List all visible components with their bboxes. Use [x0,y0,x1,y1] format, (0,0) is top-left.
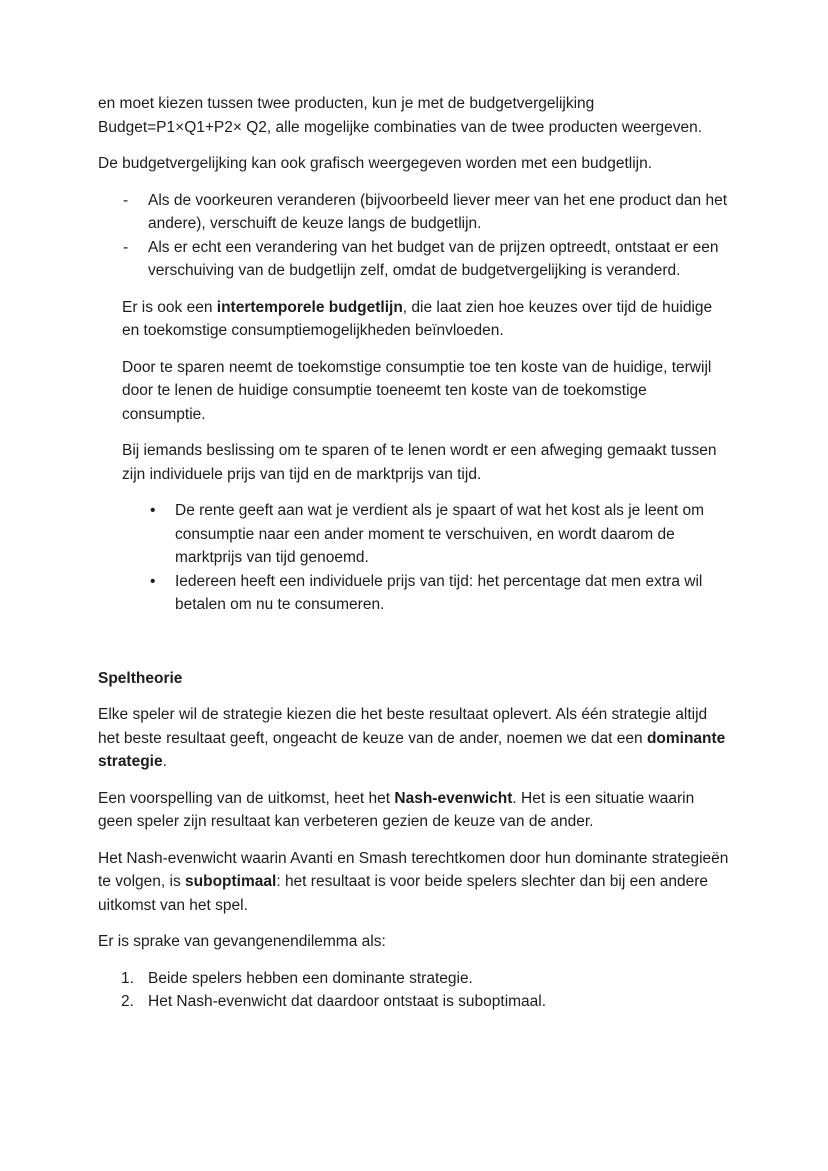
text-run: Bij iemands beslissing om te sparen of te lenen wordt er een afweging gemaakt tussen zijn individuele prijs van tijd en de marktprijs van tijd. [122,442,717,483]
paragraph-suboptimal [98,847,730,918]
text-run: : het resultaat is voor beide spelers slechter dan bij een andere uitkomst van het spel. [98,873,709,914]
dash-list [123,189,730,283]
text-run: Als er echt een verandering van het budget van de prijzen optreedt, ontstaat er een verschuiving van de budgetlijn zelf, omdat de budgetvergelijking is veranderd. [148,238,719,279]
paragraph-intertemporal-budget-line [122,296,730,343]
bold-text-run: Nash-evenwicht [394,789,513,807]
paragraph-saving-lending [122,356,730,427]
paragraph-nash-equilibrium [98,787,730,834]
text-run: Er is ook een [122,298,217,316]
paragraph-prisoners-dilemma-intro [98,930,730,954]
text-run: Het Nash-evenwicht dat daardoor ontstaat is suboptimaal. [148,993,547,1010]
list-item [150,570,730,617]
text-run: en moet kiezen tussen twee producten, kun je met de budgetvergelijking Budget=P1×Q1+P2× Q2, alle mogelijke combinaties van de twee producten weergeven. [98,95,703,136]
text-run: , die laat zien hoe keuzes over tijd de huidige en toekomstige consumptiemogelijkheden beïnvloeden. [122,298,713,339]
paragraph-time-price-tradeoff [122,439,730,486]
list-item [121,967,730,991]
text-run: Als de voorkeuren veranderen (bijvoorbeeld liever meer van het ene product dan het andere), verschuift de keuze langs de budgetlijn. [148,191,728,232]
bullet-marker: • [150,502,156,519]
paragraph-budget-line-graph [98,152,730,176]
dash-marker: - [123,191,129,209]
text-run: Door te sparen neemt de toekomstige consumptie toe ten koste van de huidige, terwijl door te lenen de huidige consumptie toeneemt ten koste van de toekomstige consumptie. [122,358,712,423]
paragraph-dominant-strategy [98,703,730,774]
text-run: De budgetvergelijking kan ook grafisch weergegeven worden met een budgetlijn. [98,155,653,172]
bullet-marker: • [150,572,156,590]
text-run: Iedereen heeft een individuele prijs van tijd: het percentage dat men extra wil betalen om nu te consumeren. [175,572,703,613]
bold-text-run: suboptimaal [185,873,277,890]
list-item [121,990,730,1014]
list-item [123,236,730,283]
list-item [123,189,730,236]
bold-text-run: intertemporele budgetlijn [216,298,403,316]
text-run: Het Nash-evenwicht waarin Avanti en Smash terechtkomen door hun dominante strategieën te volgen, is [98,849,729,890]
bullet-list [150,499,730,617]
list-number: 2. [121,993,134,1010]
dash-marker: - [123,238,129,256]
text-run: . Het is een situatie waarin geen speler zijn resultaat kan verbeteren gezien de keuze van de ander. [98,789,695,830]
bold-text-run: dominante strategie [98,729,726,770]
heading-speltheorie: Speltheorie [98,669,183,687]
list-number: 1. [121,969,134,987]
text-run: Een voorspelling van de uitkomst, heet het [98,789,395,807]
numbered-list [121,967,730,1014]
text-run: Elke speler wil de strategie kiezen die het beste resultaat oplevert. Als één strategie altijd het beste resultaat geeft, ongeacht de keuze van de ander, noemen we dat een [98,706,708,747]
text-run: Er is sprake van gevangenendilemma als: [98,933,386,950]
text-run: De rente geeft aan wat je verdient als je spaart of wat het kost als je leent om consumptie naar een ander moment te verschuiven, en wordt daarom de marktprijs van tijd genoemd. [175,502,705,566]
text-run: Beide spelers hebben een dominante strategie. [148,969,473,987]
paragraph-budget-equation [98,92,730,139]
text-run: . [162,753,167,770]
list-item [150,499,730,570]
